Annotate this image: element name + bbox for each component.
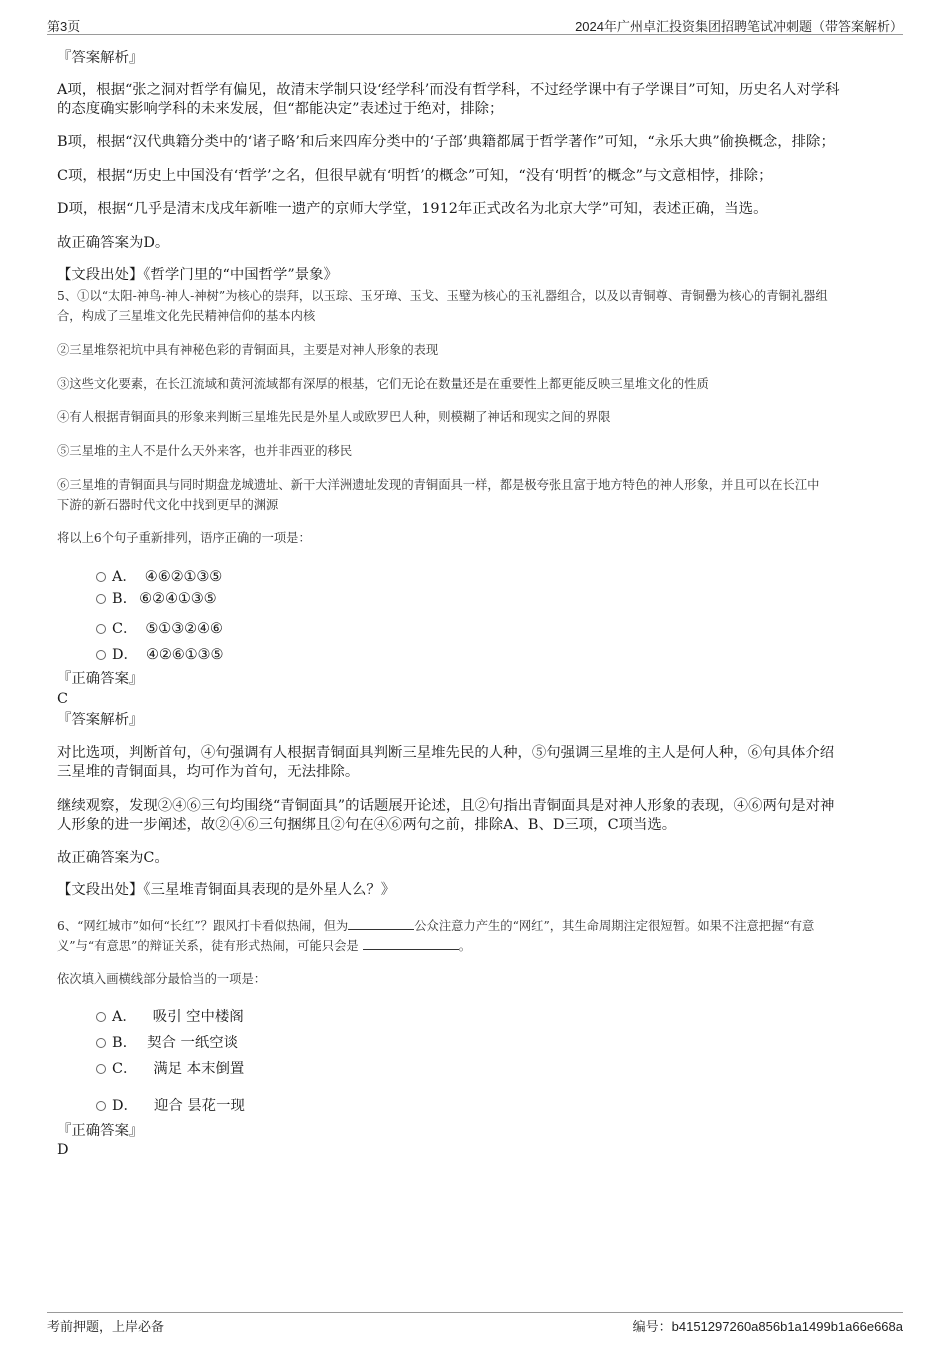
page-footer bbox=[47, 1312, 903, 1333]
analysis-label: 『答案解析』 bbox=[57, 50, 144, 66]
q6-option-a[interactable]: A． 吸引 空中楼阁 bbox=[96, 1005, 244, 1026]
q5-sentence3: ③这些文化要素，在长江流域和黄河流域都有深厚的根基，它们无论在数量还是在重要性上都更能反映三星堆文化的性质 bbox=[57, 377, 709, 391]
q5-option-a[interactable]: A． ④⑥②①③⑤ bbox=[96, 565, 222, 586]
q5-prompt: 将以上6个句子重新排列，语序正确的一项是： bbox=[57, 531, 311, 545]
answer-label: 『正确答案』 bbox=[57, 671, 144, 687]
analysis-label: 『答案解析』 bbox=[57, 712, 144, 728]
q6-option-c[interactable]: C． 满足 本末倒置 bbox=[96, 1057, 244, 1078]
source-citation: 【文段出处】《哲学门里的“中国哲学”景象》 bbox=[57, 267, 338, 283]
conclusion: 故正确答案为D。 bbox=[57, 235, 170, 251]
q5-sentence5: ⑤三星堆的主人不是什么天外来客，也并非西亚的移民 bbox=[57, 444, 353, 458]
q5-sentence4: ④有人根据青铜面具的形象来判断三星堆先民是外星人或欧罗巴人种，则模糊了神话和现实之间的界限 bbox=[57, 410, 611, 424]
fill-blank-1[interactable] bbox=[348, 917, 414, 930]
analysis-c: C项，根据“历史上中国没有‘哲学’之名，但很早就有‘明哲’的概念”可知，“没有‘明哲’的概念”与文意相悖，排除； bbox=[57, 168, 773, 184]
fill-blank-2[interactable] bbox=[363, 937, 459, 950]
radio-icon[interactable] bbox=[96, 1101, 106, 1111]
q6-stem-line1: 6、“网红城市”如何“长红”？跟风打卡看似热闹，但为 公众注意力产生的“网红”，其生命周期注定很短暂。如果不注意把握“有意 bbox=[57, 919, 815, 933]
q5-sentence6-line2: 下游的新石器时代文化中找到更早的渊源 bbox=[57, 498, 279, 512]
q5-option-c[interactable]: C． ⑤①③②④⑥ bbox=[96, 617, 223, 638]
radio-icon[interactable] bbox=[96, 594, 106, 604]
q6-option-b[interactable]: B. 契合 一纸空谈 bbox=[96, 1031, 238, 1052]
analysis-p1-line2: 三星堆的青铜面具，均可作为首句，无法排除。 bbox=[57, 764, 360, 780]
answer-value: D bbox=[57, 1142, 69, 1158]
radio-icon[interactable] bbox=[96, 1012, 106, 1022]
radio-icon[interactable] bbox=[96, 572, 106, 582]
q6-stem-line2: 义”与“有意思”的辩证关系，徒有形式热闹，可能只会是 。 bbox=[57, 939, 472, 953]
analysis-p2-line2: 人形象的进一步阐述，故②④⑥三句捆绑且②句在④⑥两句之前，排除A、B、D三项，C项当选。 bbox=[57, 817, 677, 833]
q5-option-d[interactable]: D． ④②⑥①③⑤ bbox=[96, 643, 223, 664]
analysis-a-line1: A项，根据“张之洞对哲学有偏见，故清末学制只设‘经学科’而没有哲学科，不过经学课中有子学课目”可知，历史名人对学科 bbox=[57, 82, 840, 98]
analysis-d: D项，根据“几乎是清末戊戌年新唯一遗产的京师大学堂，1912年正式改名为北京大学”可知，表述正确，当选。 bbox=[57, 201, 768, 217]
source-citation: 【文段出处】《三星堆青铜面具表现的是外星人么？》 bbox=[57, 882, 396, 898]
answer-value: C bbox=[57, 691, 69, 707]
q5-sentence2: ②三星堆祭祀坑中具有神秘色彩的青铜面具，主要是对神人形象的表现 bbox=[57, 343, 439, 357]
radio-icon[interactable] bbox=[96, 1038, 106, 1048]
document-code: 编号：b4151297260a856b1a1499b1a66e668a bbox=[632, 1319, 903, 1334]
analysis-p1-line1: 对比选项，判断首句，④句强调有人根据青铜面具判断三星堆先民的人种，⑤句强调三星堆的主人是何人种，⑥句具体介绍 bbox=[57, 745, 835, 761]
analysis-a-line2: 的态度确实影响学科的未来发展，但“都能决定”表述过于绝对，排除； bbox=[57, 101, 504, 117]
radio-icon[interactable] bbox=[96, 624, 106, 634]
analysis-b: B项，根据“汉代典籍分类中的‘诸子略’和后来四库分类中的‘子部’典籍都属于哲学著作”可知，“永乐大典”偷换概念，排除； bbox=[57, 134, 835, 150]
q6-prompt: 依次填入画横线部分最恰当的一项是： bbox=[57, 972, 267, 986]
q5-sentence1-line2: 合，构成了三星堆文化先民精神信仰的基本内核 bbox=[57, 309, 316, 323]
radio-icon[interactable] bbox=[96, 1064, 106, 1074]
q5-option-b[interactable]: B. ⑥②④①③⑤ bbox=[96, 591, 217, 607]
footer-slogan: 考前押题，上岸必备 bbox=[47, 1319, 165, 1334]
answer-label: 『正确答案』 bbox=[57, 1123, 144, 1139]
page-number: 第3页 bbox=[47, 19, 81, 34]
q5-sentence1-line1: 5、①以“太阳-神鸟-神人-神树”为核心的崇拜，以玉琮、玉牙璋、玉戈、玉璧为核心的玉礼器组合，以及以青铜尊、青铜罍为核心的青铜礼器组 bbox=[57, 289, 828, 303]
conclusion: 故正确答案为C。 bbox=[57, 850, 169, 866]
q6-option-d[interactable]: D． 迎合 昙花一现 bbox=[96, 1094, 245, 1115]
analysis-p2-line1: 继续观察，发现②④⑥三句均围绕“青铜面具”的话题展开论述，且②句指出青铜面具是对神人形象的表现，④⑥两句是对神 bbox=[57, 798, 835, 814]
q5-sentence6-line1: ⑥三星堆的青铜面具与同时期盘龙城遗址、新干大洋洲遗址发现的青铜面具一样，都是极夸张且富于地方特色的神人形象，并且可以在长江中 bbox=[57, 478, 820, 492]
radio-icon[interactable] bbox=[96, 650, 106, 660]
page-header bbox=[47, 14, 903, 35]
document-title: 2024年广州卓汇投资集团招聘笔试冲刺题（带答案解析） bbox=[575, 19, 903, 34]
